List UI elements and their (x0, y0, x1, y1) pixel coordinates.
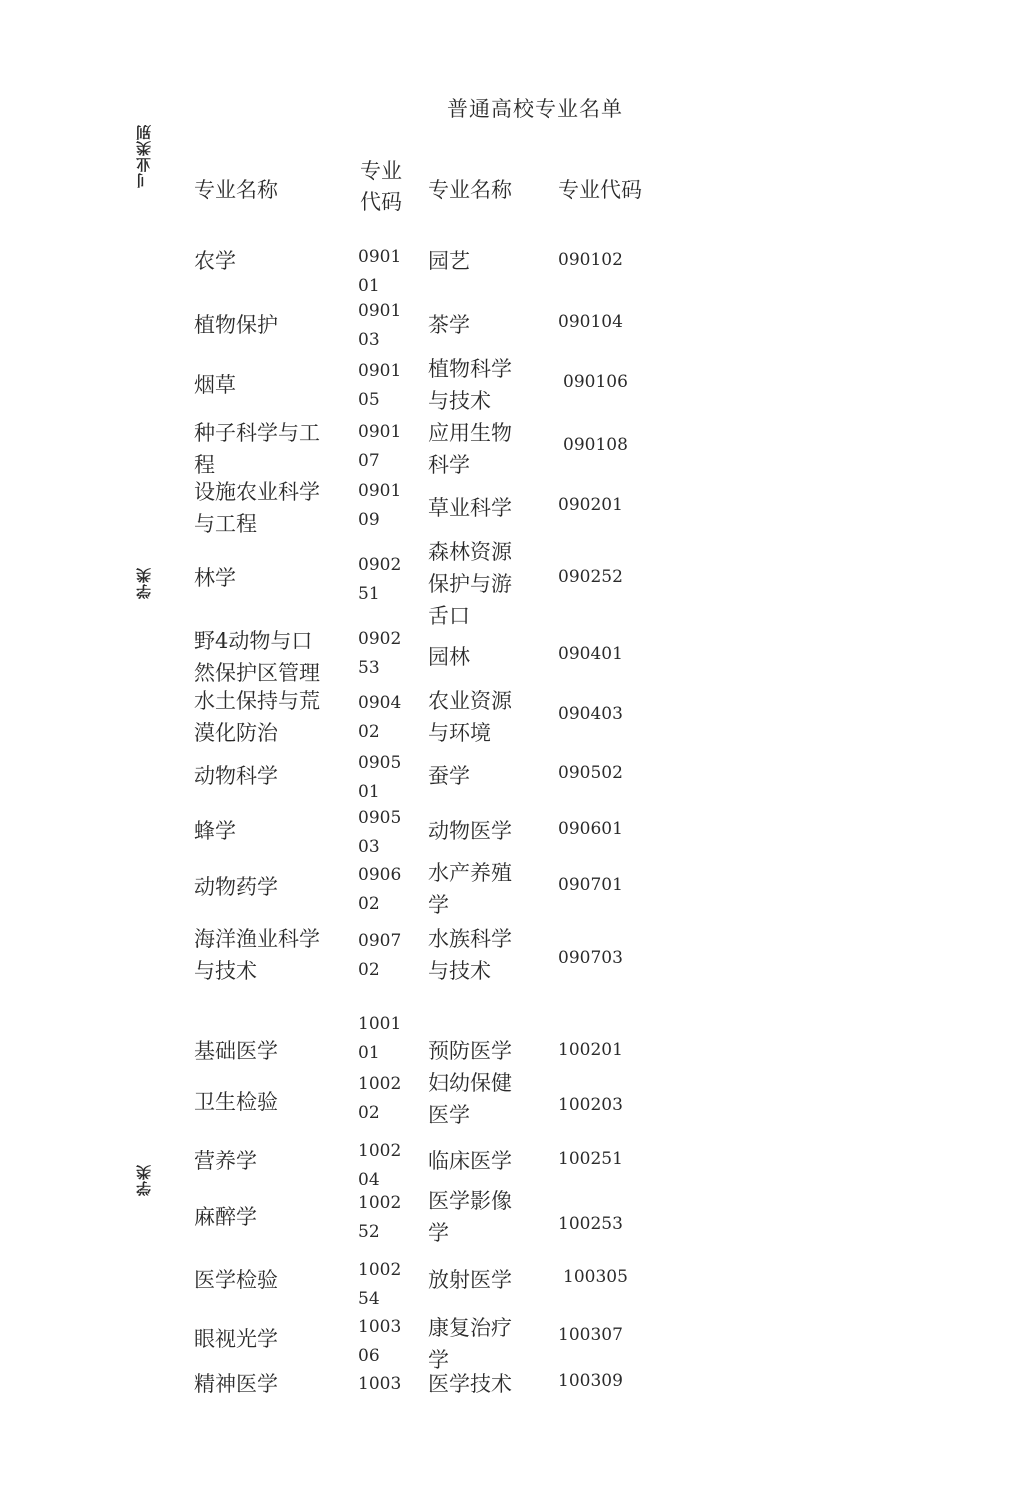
major-code: 0905 01 (358, 753, 402, 802)
side-label-agriculture: 学类 (135, 567, 153, 599)
major-code: 0901 03 (358, 301, 402, 350)
major-name: 妇幼保健 医学 (428, 1071, 512, 1127)
major-name: 动物药学 (194, 875, 278, 899)
major-code: 0902 53 (358, 629, 402, 678)
major-name: 海洋渔业科学 与技术 (194, 927, 320, 983)
major-name: 水产养殖 学 (428, 861, 512, 917)
major-code: 100309 (558, 1371, 623, 1391)
page-title: 普通高校专业名单 (447, 97, 623, 121)
major-name: 农业资源 与环境 (428, 689, 512, 745)
major-name: 医学影像 学 (428, 1189, 512, 1245)
major-code: 090106 (563, 372, 628, 392)
major-name: 水土保持与荒 漠化防治 (194, 689, 320, 745)
major-name: 水族科学 与技术 (428, 927, 512, 983)
major-code: 090108 (563, 435, 628, 455)
major-name: 森林资源 保护与游 舌口 (428, 540, 512, 628)
major-name: 草业科学 (428, 496, 512, 520)
major-code: 100305 (563, 1267, 628, 1287)
major-name: 种子科学与工 程 (194, 421, 320, 477)
major-name: 临床医学 (428, 1149, 512, 1173)
major-code: 1002 04 (358, 1141, 402, 1190)
major-name: 蚕学 (428, 764, 470, 788)
major-name: 园艺 (428, 249, 470, 273)
major-code: 090252 (558, 567, 623, 587)
header-code-1: 专业 代码 (360, 159, 402, 214)
major-name: 麻醉学 (194, 1205, 257, 1229)
major-code: 090102 (558, 250, 623, 270)
major-name: 动物科学 (194, 764, 278, 788)
major-name: 预防医学 (428, 1039, 512, 1063)
major-name: 农学 (194, 249, 236, 273)
major-code: 1002 02 (358, 1074, 402, 1123)
major-code: 090703 (558, 948, 623, 968)
major-code: 100251 (558, 1149, 623, 1169)
major-code: 0901 01 (358, 247, 402, 296)
major-code: 0902 51 (358, 555, 402, 604)
major-code: 0907 02 (358, 931, 402, 980)
major-code: 1003 (358, 1374, 402, 1394)
major-name: 营养学 (194, 1149, 257, 1173)
major-code: 100201 (558, 1040, 623, 1060)
major-name: 医学检验 (194, 1268, 278, 1292)
major-name: 精神医学 (194, 1372, 278, 1396)
major-name: 蜂学 (194, 819, 236, 843)
major-code: 0905 03 (358, 808, 402, 857)
major-name: 动物医学 (428, 819, 512, 843)
major-code: 100253 (558, 1214, 623, 1234)
major-name: 眼视光学 (194, 1327, 278, 1351)
major-name: 植物科学 与技术 (428, 357, 512, 413)
major-code: 1001 01 (358, 1014, 402, 1063)
major-code: 0901 09 (358, 481, 402, 530)
major-name: 康复治疗 学 (428, 1316, 512, 1372)
major-code: 0904 02 (358, 693, 402, 742)
major-code: 090701 (558, 875, 623, 895)
major-name: 放射医学 (428, 1268, 512, 1292)
major-code: 1003 06 (358, 1317, 402, 1366)
header-name-2: 专业名称 (428, 178, 512, 202)
major-code: 090104 (558, 312, 623, 332)
major-name: 基础医学 (194, 1039, 278, 1063)
major-name: 植物保护 (194, 313, 278, 337)
major-code: 1002 52 (358, 1193, 402, 1242)
major-code: 090401 (558, 644, 623, 664)
header-name-1: 专业名称 (194, 178, 278, 202)
major-code: 090403 (558, 704, 623, 724)
header-code-2: 专业代码 (558, 178, 642, 202)
major-name: 应用生物 科学 (428, 421, 512, 477)
major-name: 烟草 (194, 373, 236, 397)
side-label-category: 刂业类别 (135, 124, 153, 188)
major-code: 100307 (558, 1325, 623, 1345)
major-code: 0901 05 (358, 361, 402, 410)
side-label-medicine: 学类 (135, 1164, 153, 1196)
major-name: 医学技术 (428, 1372, 512, 1396)
major-name: 卫生检验 (194, 1090, 278, 1114)
major-code: 0906 02 (358, 865, 402, 914)
major-name: 林学 (194, 566, 236, 590)
major-code: 1002 54 (358, 1260, 402, 1309)
major-name: 野4动物与口 然保护区管理 (194, 629, 320, 685)
major-code: 090601 (558, 819, 623, 839)
major-code: 090502 (558, 763, 623, 783)
major-code: 090201 (558, 495, 623, 515)
major-name: 园林 (428, 645, 470, 669)
major-code: 100203 (558, 1095, 623, 1115)
major-name: 设施农业科学 与工程 (194, 480, 320, 536)
major-code: 0901 07 (358, 422, 402, 471)
major-name: 茶学 (428, 313, 470, 337)
